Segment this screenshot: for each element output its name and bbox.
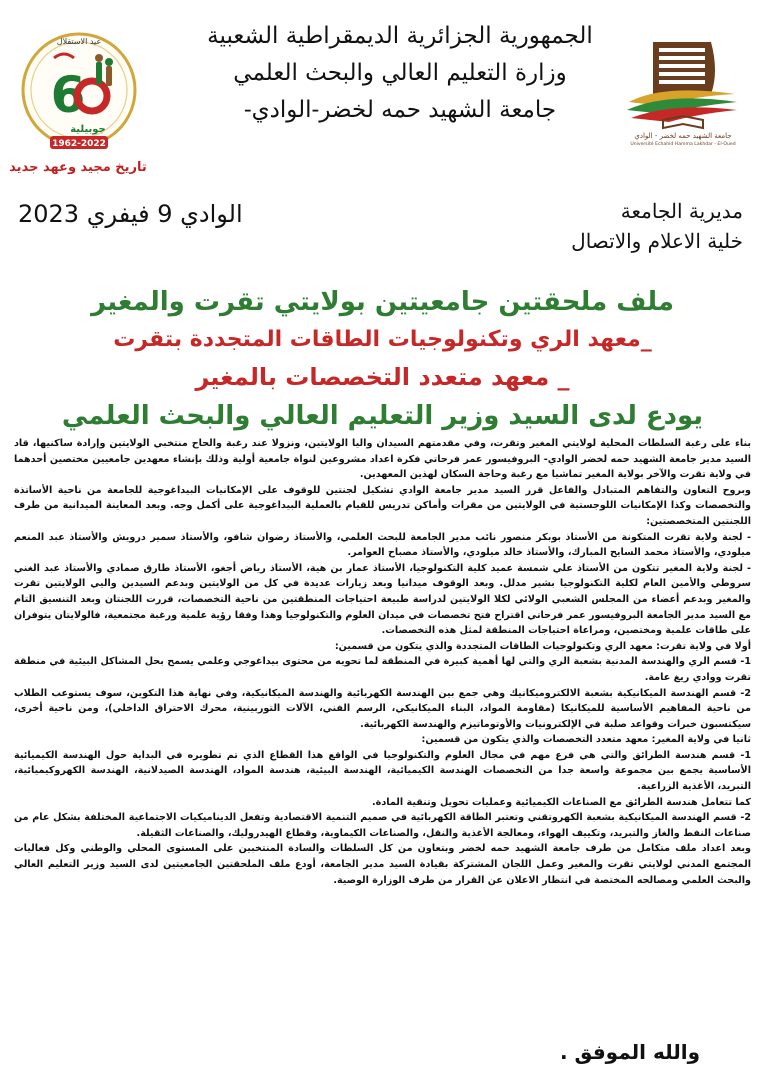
university-name: جامعة الشهيد حمه لخضر-الوادي- xyxy=(243,97,557,123)
deposit-title: يودع لدى السيد وزير التعليم العالي والبحث العلمي xyxy=(61,401,704,431)
body-paragraph: 1- قسم هندسة الطرائق والتي هي فرع مهم في مجال العلوم والتكنولوجيا في الواقع هذا القطاع الذي تم تطويره في البداية حول الهندسة الكيميائية الأساسية يجمع بين مجموعة واسعة جدا من التخصصات الهندسة الكيميائية، الهندسة البيئية، هندسة المواد، الهندسة الصيدلانية، الهندسة الكهروكيميائية، التبريد، الأغذية الزراعية. xyxy=(14,749,751,793)
directorate-name: مديرية الجامعة xyxy=(620,199,743,223)
header-lines xyxy=(185,18,615,129)
body-paragraph: بناء على رغبة السلطات المحلية لولايتي المغير وتقرت، وفي مقدمتهم السيدان واليا الولايتين، ونزولا عند رغبة والحاح منتخبي الولايتين وإرادة ساكنيها، قاد السيد مدير جامعة الشهيد حمه لخضر الوادي- البروفيسور عمر فرحاتي فكرة اعداد مشروعين لنواة جامعية أولية وذلك بإنشاء معهدين جامعيين مختصين أحدهما في ولاية تقرت والآخر بولاية المغير تماشيا مع رغبة وحاجة السكان لهذين المعهدين. xyxy=(14,438,751,481)
body-paragraph: - لجنة ولاية المغير تتكون من الأستاذ علي شمسة عميد كلية التكنولوجيا، الأستاذ عمار بن هية، الأستاذ رياض أجغو، الأستاذ طارق صمادي والأستاذ عبد الغني سروطي والأمين العام لكلية التكنولوجيا بشير مدلل. وبعد الوقوف ميدانيا وبعد زيارات عديدة في كل من الولايتين وبدعم السيدين واليي الولايتين تقرت والمغير وبدعم أعضاء من المجلس الشعبي الولائي لكلا الولايتين لدراسة طبيعة احتياجات المنطقتين من ناحية التخصصات، قررت اللجنتان وبعد التنسيق التام مع السيد مدير الجامعة البروفيسور عمر فرحاتي اقتراح فتح تخصصات في ميدان العلوم والتكنولوجيا وهذا وفقا رؤية علمية ورغبة مجتمعية، فالولايتان يتوفران على طاقات علمية ومختصين، ومراعاة احتياجات المنطقة لمثل هذه التخصصات. xyxy=(14,562,751,637)
univ-logo-caption: جامعة الشهيد حمه لخضر - الوادي xyxy=(634,132,732,140)
media-cell-name: خلية الاعلام والاتصال xyxy=(571,229,743,253)
main-title: ملف ملحقتين جامعيتين بولايتي تقرت والمغير xyxy=(91,287,674,317)
document-date: الوادي 9 فيفري 2023 xyxy=(18,200,243,228)
jubilee-emblem-icon xyxy=(18,28,140,163)
subtitle-meghaier: _ معهد متعدد التخصصات بالمغير xyxy=(195,363,570,391)
jubilee-top-text: عيد الاستقلال xyxy=(56,37,102,46)
directorate-block xyxy=(571,196,743,256)
body-paragraph: 2- قسم الهندسة الميكانيكية بشعبة الالكتروميكانيك وهي جمع بين الهندسة الكهربائية والهندسة الميكانيكية، وفي نهاية هذا التكوين، سوف يستوعب الطلاب من ناحية المفاهيم الأساسية للميكانيكا (مقاومة المواد، البناء الميكانيكي، الرسم الفني، الآلات التوربينية، محرك الاحتراق الداخلي)، ومن ناحية أخرى، سيكتسبون خبرات وقواعد صلبة في الإلكترونيات والأوتوماتيزم والهندسة الكهربائية. xyxy=(14,687,751,730)
body-paragraph: كما تتعامل هندسة الطرائق مع الصناعات الكيميائية وعمليات تحويل وتنقية المادة. xyxy=(372,796,751,808)
title-block xyxy=(20,282,745,436)
closing-phrase: والله الموفق . xyxy=(560,1040,701,1064)
jubilee-years: 1962-2022 xyxy=(52,139,106,149)
subtitle-touggourt: _معهد الري وتكنولوجيات الطاقات المتجددة بتقرت xyxy=(113,327,652,352)
ministry-name: وزارة التعليم العالي والبحث العلمي xyxy=(233,60,567,86)
body-paragraph: - لجنة ولاية تقرت المتكونة من الأستاذ بوبكر منصور نائب مدير الجامعة للبحث العلمي، والأستاذ رضوان شافو، والأستاذ سمير درويش والأستاذ عبد المنعم ميلودي، والأستاذ محمد السايح المبارك، والأستاذ خالد ميلودي، والأستاذ مصباح العوامر. xyxy=(14,531,751,559)
jubilee-label: جوبيلية xyxy=(70,124,106,135)
university-building-icon xyxy=(623,32,743,147)
body-paragraph: وبروح التعاون والتفاهم المتبادل والفاعل قرر السيد مدير جامعة الوادي تشكيل لجنتين للوقوف على الإمكانيات البيداغوجية للجامعة من ناحية الأساتذة والتخصصات وكذا الإمكانيات اللوجستية في الولايتين من مقرات وأماكن تدريس للقيام بالعملية البيداغوجية على أكمل وجه. وبعد المعاينة الميدانية من طرف اللجنتين المتخصصتين: xyxy=(14,484,751,527)
independence-jubilee-logo xyxy=(18,28,140,176)
body-paragraph: ثانيا في ولاية المغير: معهد متعدد التخصصات والذي يتكون من قسمين: xyxy=(421,734,751,746)
univ-logo-caption-fr: Université Echahid Hamma Lakhdar - El-Oued xyxy=(630,142,736,147)
body-text xyxy=(14,436,751,888)
republic-name: الجمهورية الجزائرية الديمقراطية الشعبية xyxy=(207,23,593,49)
body-paragraph: وبعد اعداد ملف متكامل من طرف جامعة الشهيد حمه لخضر وبتعاون من كل السلطات والسادة المنتخبين على المستوى المحلي والوطني وكل فعاليات المجتمع المدني لولايتي تقرت والمغير وعمل اللجان المشتركة بقيادة السيد مدير الجامعة، أودع ملف الملحقتين الجامعيتين لدى السيد وزير التعليم العالي والبحث العلمي ومصالحه المختصة في انتظار الاعلان عن القرار من طرف الوزارة الوصية. xyxy=(14,843,751,886)
jubilee-slogan: تاريخ مجيد وعهد جديد xyxy=(9,160,147,175)
university-logo xyxy=(623,32,743,147)
body-paragraph: 2- قسم الهندسة الميكانيكية بشعبة الكهروتقني وتعتبر الطاقة الكهربائية في صميم التنمية الاقتصادية وتفعل الديناميكيات الاجتماعية المختلفة بشكل عام من صناعات النفط والغاز والتبريد، وتكييف الهواء، ومعالجة الأغذية والنقل، والصناعات الكيماوية، وقطاع الهيدروليك، والصناعات الثقيلة. xyxy=(14,812,751,839)
svg-text:6: 6 xyxy=(50,66,86,124)
body-paragraph: أولا في ولاية تقرت: معهد الري وتكنولوجيات الطاقات المتجددة والذي يتكون من قسمين: xyxy=(334,640,751,652)
body-paragraph: 1- قسم الري والهندسة المدنية بشعبة الري والتي لها أهمية كبيرة في المنطقة لما تحويه من محتوى بيداغوجي وعلمي يسمح بحل المشاكل البيئية في منطقة تقرت ووادي ريغ عامة. xyxy=(14,656,751,683)
